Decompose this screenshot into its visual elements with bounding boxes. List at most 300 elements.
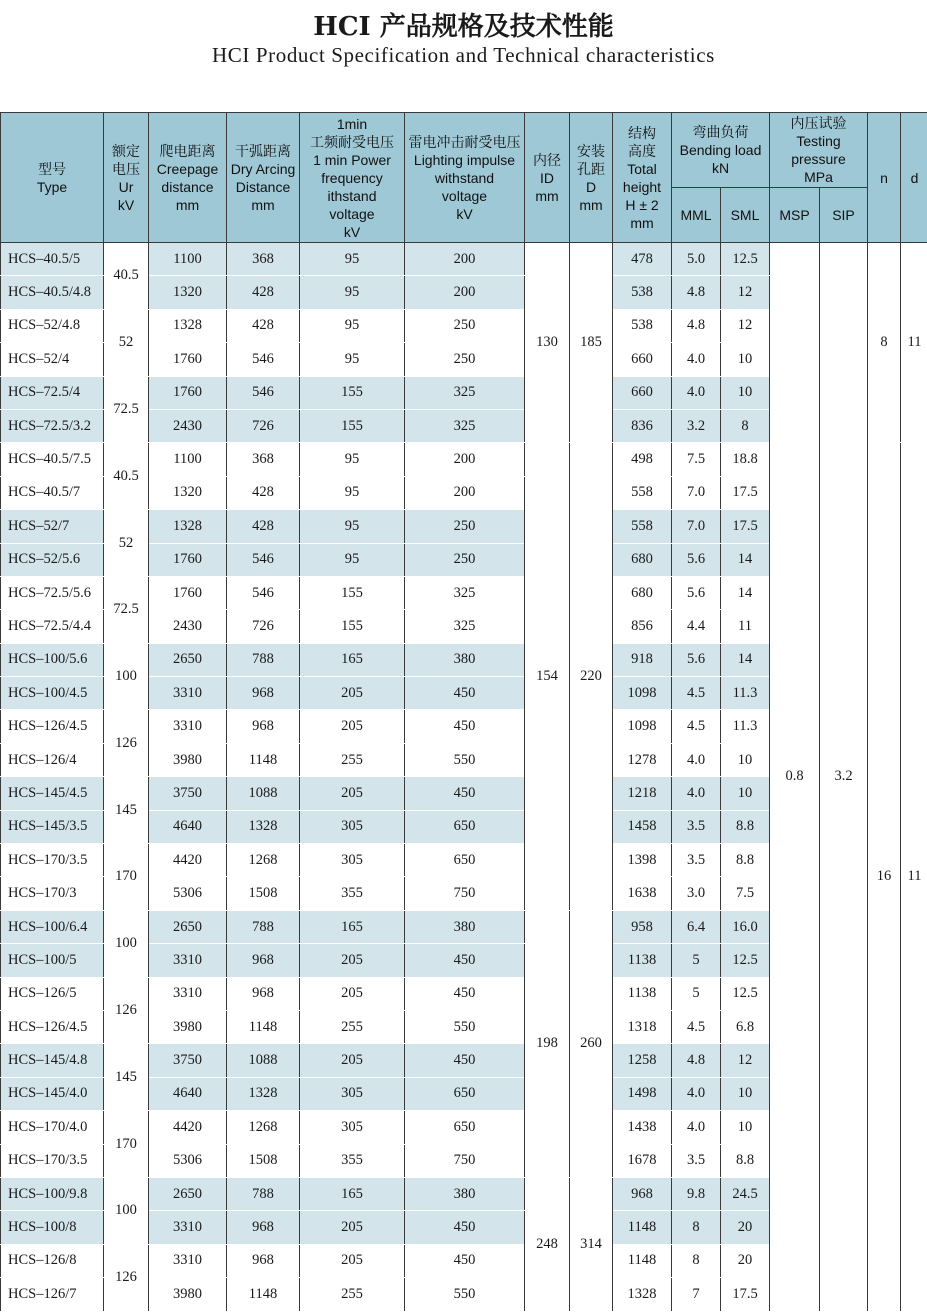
cell-creepage: 3750: [149, 1044, 227, 1077]
cell-creepage: 4420: [149, 844, 227, 877]
cell-total-height: 538: [613, 309, 672, 342]
spec-table: [0, 112, 927, 1312]
cell-rated-voltage: 126: [104, 710, 149, 777]
cell-creepage: 3310: [149, 977, 227, 1010]
cell-lightning-impulse: 325: [405, 576, 525, 609]
header-rated-voltage: 额定 电压 Ur kV: [104, 113, 149, 243]
cell-mml: 5.6: [672, 543, 721, 576]
cell-n: 8: [868, 243, 901, 443]
cell-sml: 12.5: [721, 243, 770, 276]
cell-rated-voltage: 52: [104, 510, 149, 577]
table-row: [1, 243, 927, 276]
cell-mml: 7.5: [672, 443, 721, 476]
cell-mml: 8: [672, 1211, 721, 1244]
cell-total-height: 1278: [613, 743, 672, 776]
cell-creepage: 1328: [149, 510, 227, 543]
cell-rated-voltage: 126: [104, 1244, 149, 1311]
cell-sml: 17.5: [721, 510, 770, 543]
cell-dry-arcing: 1508: [227, 877, 300, 910]
header-sml: SML: [721, 188, 770, 243]
cell-lightning-impulse: 450: [405, 1044, 525, 1077]
cell-creepage: 1320: [149, 276, 227, 309]
cell-dry-arcing: 968: [227, 944, 300, 977]
cell-creepage: 1320: [149, 476, 227, 509]
cell-sml: 12.5: [721, 944, 770, 977]
cell-creepage: 3750: [149, 777, 227, 810]
cell-rated-voltage: 145: [104, 1044, 149, 1111]
cell-d: 11: [901, 443, 927, 1311]
cell-power-frequency: 155: [300, 576, 405, 609]
cell-type: HCS–52/5.6: [1, 543, 104, 576]
cell-type: HCS–126/5: [1, 977, 104, 1010]
cell-power-frequency: 205: [300, 1044, 405, 1077]
cell-mml: 7: [672, 1278, 721, 1311]
cell-lightning-impulse: 450: [405, 1211, 525, 1244]
header-sip: SIP: [820, 188, 868, 243]
cell-type: HCS–100/5: [1, 944, 104, 977]
cell-total-height: 958: [613, 910, 672, 943]
cell-sip: 3.2: [820, 243, 868, 1312]
cell-power-frequency: 305: [300, 1111, 405, 1144]
cell-sml: 12: [721, 309, 770, 342]
cell-lightning-impulse: 200: [405, 276, 525, 309]
cell-type: HCS–52/4: [1, 343, 104, 376]
cell-sml: 24.5: [721, 1177, 770, 1210]
cell-mml: 3.5: [672, 1144, 721, 1177]
header-d: d: [901, 113, 927, 243]
cell-mml: 7.0: [672, 510, 721, 543]
cell-lightning-impulse: 550: [405, 1010, 525, 1043]
cell-lightning-impulse: 380: [405, 910, 525, 943]
cell-power-frequency: 95: [300, 276, 405, 309]
cell-lightning-impulse: 250: [405, 510, 525, 543]
cell-rated-voltage: 126: [104, 977, 149, 1044]
cell-sml: 14: [721, 543, 770, 576]
cell-total-height: 1458: [613, 810, 672, 843]
cell-inner-diameter: 198: [525, 910, 570, 1177]
header-msp: MSP: [770, 188, 820, 243]
cell-creepage: 3980: [149, 743, 227, 776]
cell-total-height: 680: [613, 543, 672, 576]
cell-power-frequency: 255: [300, 1278, 405, 1311]
cell-sml: 20: [721, 1211, 770, 1244]
cell-mount-pitch: 260: [570, 910, 613, 1177]
cell-d: 11: [901, 243, 927, 443]
cell-sml: 6.8: [721, 1010, 770, 1043]
cell-lightning-impulse: 450: [405, 977, 525, 1010]
cell-mml: 5.6: [672, 576, 721, 609]
cell-sml: 14: [721, 643, 770, 676]
cell-sml: 17.5: [721, 476, 770, 509]
cell-type: HCS–126/8: [1, 1244, 104, 1277]
cell-type: HCS–100/5.6: [1, 643, 104, 676]
cell-dry-arcing: 368: [227, 443, 300, 476]
cell-total-height: 836: [613, 409, 672, 442]
cell-type: HCS–145/4.8: [1, 1044, 104, 1077]
cell-type: HCS–72.5/4: [1, 376, 104, 409]
cell-mml: 6.4: [672, 910, 721, 943]
cell-total-height: 558: [613, 510, 672, 543]
cell-power-frequency: 205: [300, 677, 405, 710]
cell-total-height: 968: [613, 1177, 672, 1210]
cell-mml: 4.0: [672, 1111, 721, 1144]
cell-creepage: 3980: [149, 1278, 227, 1311]
cell-lightning-impulse: 750: [405, 877, 525, 910]
cell-dry-arcing: 546: [227, 543, 300, 576]
cell-type: HCS–72.5/5.6: [1, 576, 104, 609]
cell-n: 16: [868, 443, 901, 1311]
cell-total-height: 660: [613, 343, 672, 376]
cell-mml: 4.8: [672, 1044, 721, 1077]
cell-lightning-impulse: 550: [405, 1278, 525, 1311]
cell-mml: 4.0: [672, 743, 721, 776]
cell-lightning-impulse: 650: [405, 1077, 525, 1110]
cell-creepage: 2650: [149, 643, 227, 676]
cell-dry-arcing: 428: [227, 276, 300, 309]
cell-power-frequency: 205: [300, 1211, 405, 1244]
cell-lightning-impulse: 550: [405, 743, 525, 776]
cell-lightning-impulse: 650: [405, 844, 525, 877]
cell-creepage: 3310: [149, 1244, 227, 1277]
cell-dry-arcing: 428: [227, 309, 300, 342]
cell-power-frequency: 155: [300, 610, 405, 643]
cell-power-frequency: 355: [300, 877, 405, 910]
cell-creepage: 3310: [149, 677, 227, 710]
cell-total-height: 478: [613, 243, 672, 276]
cell-creepage: 4640: [149, 1077, 227, 1110]
cell-sml: 11: [721, 610, 770, 643]
cell-type: HCS–126/4: [1, 743, 104, 776]
cell-total-height: 1148: [613, 1211, 672, 1244]
cell-dry-arcing: 546: [227, 576, 300, 609]
cell-lightning-impulse: 450: [405, 777, 525, 810]
cell-lightning-impulse: 450: [405, 710, 525, 743]
cell-sml: 10: [721, 777, 770, 810]
cell-power-frequency: 95: [300, 309, 405, 342]
cell-total-height: 1498: [613, 1077, 672, 1110]
header-inner-diameter: 内径 ID mm: [525, 113, 570, 243]
cell-dry-arcing: 968: [227, 977, 300, 1010]
cell-type: HCS–100/8: [1, 1211, 104, 1244]
cell-total-height: 498: [613, 443, 672, 476]
cell-type: HCS–100/9.8: [1, 1177, 104, 1210]
cell-total-height: 1148: [613, 1244, 672, 1277]
cell-lightning-impulse: 250: [405, 543, 525, 576]
cell-creepage: 4420: [149, 1111, 227, 1144]
cell-sml: 8.8: [721, 844, 770, 877]
cell-lightning-impulse: 380: [405, 1177, 525, 1210]
cell-power-frequency: 155: [300, 409, 405, 442]
cell-sml: 12: [721, 276, 770, 309]
page-subtitle: HCI Product Specification and Technical characteristics: [0, 43, 927, 68]
cell-dry-arcing: 1088: [227, 1044, 300, 1077]
cell-creepage: 3980: [149, 1010, 227, 1043]
cell-mml: 5.6: [672, 643, 721, 676]
cell-power-frequency: 95: [300, 443, 405, 476]
cell-type: HCS–170/3.5: [1, 844, 104, 877]
cell-lightning-impulse: 750: [405, 1144, 525, 1177]
cell-dry-arcing: 1268: [227, 1111, 300, 1144]
cell-dry-arcing: 428: [227, 510, 300, 543]
cell-lightning-impulse: 200: [405, 443, 525, 476]
cell-creepage: 1760: [149, 576, 227, 609]
cell-type: HCS–145/4.5: [1, 777, 104, 810]
cell-power-frequency: 165: [300, 1177, 405, 1210]
cell-mml: 5: [672, 977, 721, 1010]
cell-rated-voltage: 72.5: [104, 376, 149, 443]
cell-creepage: 1760: [149, 343, 227, 376]
cell-type: HCS–100/4.5: [1, 677, 104, 710]
cell-lightning-impulse: 650: [405, 810, 525, 843]
cell-type: HCS–126/7: [1, 1278, 104, 1311]
cell-creepage: 3310: [149, 710, 227, 743]
cell-total-height: 1638: [613, 877, 672, 910]
cell-sml: 17.5: [721, 1278, 770, 1311]
cell-creepage: 4640: [149, 810, 227, 843]
cell-dry-arcing: 968: [227, 710, 300, 743]
cell-dry-arcing: 546: [227, 376, 300, 409]
cell-type: HCS–40.5/7: [1, 476, 104, 509]
cell-rated-voltage: 72.5: [104, 576, 149, 643]
cell-creepage: 1760: [149, 543, 227, 576]
cell-type: HCS–72.5/3.2: [1, 409, 104, 442]
cell-inner-diameter: 154: [525, 443, 570, 910]
cell-total-height: 1398: [613, 844, 672, 877]
cell-total-height: 1138: [613, 977, 672, 1010]
cell-lightning-impulse: 325: [405, 409, 525, 442]
cell-dry-arcing: 968: [227, 1244, 300, 1277]
cell-mml: 4.0: [672, 376, 721, 409]
cell-mml: 3.2: [672, 409, 721, 442]
cell-power-frequency: 255: [300, 743, 405, 776]
cell-mml: 5: [672, 944, 721, 977]
header-n: n: [868, 113, 901, 243]
cell-type: HCS–52/4.8: [1, 309, 104, 342]
cell-total-height: 1438: [613, 1111, 672, 1144]
cell-power-frequency: 205: [300, 944, 405, 977]
cell-sml: 8.8: [721, 810, 770, 843]
cell-type: HCS–126/4.5: [1, 710, 104, 743]
cell-type: HCS–52/7: [1, 510, 104, 543]
cell-dry-arcing: 968: [227, 1211, 300, 1244]
cell-dry-arcing: 726: [227, 610, 300, 643]
cell-dry-arcing: 1328: [227, 1077, 300, 1110]
cell-mml: 4.5: [672, 710, 721, 743]
cell-rated-voltage: 40.5: [104, 243, 149, 310]
cell-rated-voltage: 40.5: [104, 443, 149, 510]
header-type: 型号 Type: [1, 113, 104, 243]
cell-rated-voltage: 100: [104, 910, 149, 977]
cell-mml: 9.8: [672, 1177, 721, 1210]
cell-mml: 4.0: [672, 777, 721, 810]
cell-total-height: 1328: [613, 1278, 672, 1311]
header-power-frequency: 1min 工频耐受电压 1 min Power frequency ithstand voltage kV: [300, 113, 405, 243]
cell-mount-pitch: 220: [570, 443, 613, 910]
cell-power-frequency: 95: [300, 243, 405, 276]
header-mount-pitch: 安装 孔距 D mm: [570, 113, 613, 243]
cell-creepage: 3310: [149, 1211, 227, 1244]
cell-mml: 4.4: [672, 610, 721, 643]
cell-total-height: 856: [613, 610, 672, 643]
cell-dry-arcing: 1508: [227, 1144, 300, 1177]
cell-sml: 8: [721, 409, 770, 442]
cell-type: HCS–72.5/4.4: [1, 610, 104, 643]
cell-lightning-impulse: 450: [405, 944, 525, 977]
cell-mml: 4.5: [672, 1010, 721, 1043]
cell-dry-arcing: 1148: [227, 743, 300, 776]
cell-type: HCS–126/4.5: [1, 1010, 104, 1043]
cell-creepage: 1760: [149, 376, 227, 409]
cell-dry-arcing: 788: [227, 643, 300, 676]
cell-power-frequency: 205: [300, 710, 405, 743]
cell-type: HCS–170/3: [1, 877, 104, 910]
cell-inner-diameter: 130: [525, 243, 570, 443]
header-total-height: 结构 高度 Total height H ± 2 mm: [613, 113, 672, 243]
cell-dry-arcing: 1328: [227, 810, 300, 843]
cell-msp: 0.8: [770, 243, 820, 1312]
cell-total-height: 1258: [613, 1044, 672, 1077]
cell-type: HCS–100/6.4: [1, 910, 104, 943]
cell-sml: 10: [721, 343, 770, 376]
cell-mml: 5.0: [672, 243, 721, 276]
cell-power-frequency: 355: [300, 1144, 405, 1177]
cell-power-frequency: 95: [300, 510, 405, 543]
cell-power-frequency: 255: [300, 1010, 405, 1043]
cell-lightning-impulse: 200: [405, 243, 525, 276]
cell-mml: 7.0: [672, 476, 721, 509]
cell-inner-diameter: 248: [525, 1177, 570, 1311]
cell-type: HCS–40.5/4.8: [1, 276, 104, 309]
cell-rated-voltage: 52: [104, 309, 149, 376]
cell-total-height: 1318: [613, 1010, 672, 1043]
cell-power-frequency: 205: [300, 977, 405, 1010]
cell-creepage: 2650: [149, 1177, 227, 1210]
cell-total-height: 1098: [613, 710, 672, 743]
cell-sml: 10: [721, 376, 770, 409]
header-bending-load: 弯曲负荷 Bending load kN: [672, 113, 770, 188]
cell-lightning-impulse: 250: [405, 343, 525, 376]
cell-mml: 4.0: [672, 343, 721, 376]
cell-mml: 8: [672, 1244, 721, 1277]
cell-power-frequency: 95: [300, 543, 405, 576]
cell-rated-voltage: 145: [104, 777, 149, 844]
cell-mml: 4.0: [672, 1077, 721, 1110]
cell-dry-arcing: 1148: [227, 1278, 300, 1311]
cell-power-frequency: 305: [300, 844, 405, 877]
cell-rated-voltage: 100: [104, 643, 149, 710]
cell-dry-arcing: 788: [227, 910, 300, 943]
cell-lightning-impulse: 250: [405, 309, 525, 342]
cell-type: HCS–170/3.5: [1, 1144, 104, 1177]
cell-lightning-impulse: 200: [405, 476, 525, 509]
cell-lightning-impulse: 450: [405, 1244, 525, 1277]
cell-sml: 10: [721, 1077, 770, 1110]
cell-power-frequency: 305: [300, 810, 405, 843]
cell-dry-arcing: 546: [227, 343, 300, 376]
cell-power-frequency: 155: [300, 376, 405, 409]
cell-rated-voltage: 170: [104, 1111, 149, 1178]
cell-sml: 11.3: [721, 677, 770, 710]
cell-type: HCS–170/4.0: [1, 1111, 104, 1144]
header-creepage: 爬电距离 Creepage distance mm: [149, 113, 227, 243]
cell-creepage: 5306: [149, 877, 227, 910]
cell-type: HCS–40.5/5: [1, 243, 104, 276]
cell-dry-arcing: 1268: [227, 844, 300, 877]
cell-sml: 12.5: [721, 977, 770, 1010]
cell-sml: 12: [721, 1044, 770, 1077]
cell-dry-arcing: 968: [227, 677, 300, 710]
cell-mount-pitch: 314: [570, 1177, 613, 1311]
cell-lightning-impulse: 325: [405, 610, 525, 643]
cell-creepage: 2430: [149, 610, 227, 643]
cell-dry-arcing: 1148: [227, 1010, 300, 1043]
cell-type: HCS–145/4.0: [1, 1077, 104, 1110]
cell-dry-arcing: 1088: [227, 777, 300, 810]
cell-mml: 3.5: [672, 810, 721, 843]
cell-dry-arcing: 368: [227, 243, 300, 276]
cell-sml: 10: [721, 743, 770, 776]
cell-total-height: 1138: [613, 944, 672, 977]
cell-total-height: 558: [613, 476, 672, 509]
cell-sml: 20: [721, 1244, 770, 1277]
cell-power-frequency: 205: [300, 777, 405, 810]
cell-sml: 10: [721, 1111, 770, 1144]
page-title: HCI 产品规格及技术性能: [0, 6, 927, 43]
cell-power-frequency: 205: [300, 1244, 405, 1277]
cell-mml: 3.5: [672, 844, 721, 877]
cell-creepage: 1100: [149, 443, 227, 476]
cell-type: HCS–40.5/7.5: [1, 443, 104, 476]
header-lightning-impulse: 雷电冲击耐受电压 Lighting impulse withstand voltage kV: [405, 113, 525, 243]
cell-sml: 11.3: [721, 710, 770, 743]
cell-rated-voltage: 100: [104, 1177, 149, 1244]
cell-lightning-impulse: 380: [405, 643, 525, 676]
cell-dry-arcing: 726: [227, 409, 300, 442]
cell-lightning-impulse: 450: [405, 677, 525, 710]
cell-total-height: 918: [613, 643, 672, 676]
header-testing-pressure: 内压试验 Testing pressure MPa: [770, 113, 868, 188]
cell-mml: 3.0: [672, 877, 721, 910]
cell-sml: 8.8: [721, 1144, 770, 1177]
spec-table-body: [1, 243, 927, 1312]
cell-total-height: 680: [613, 576, 672, 609]
cell-mount-pitch: 185: [570, 243, 613, 443]
cell-power-frequency: 95: [300, 343, 405, 376]
cell-creepage: 3310: [149, 944, 227, 977]
cell-total-height: 1218: [613, 777, 672, 810]
cell-mml: 4.8: [672, 276, 721, 309]
cell-rated-voltage: 170: [104, 844, 149, 911]
cell-sml: 14: [721, 576, 770, 609]
cell-total-height: 1098: [613, 677, 672, 710]
cell-creepage: 2650: [149, 910, 227, 943]
header-dry-arcing: 干弧距离 Dry Arcing Distance mm: [227, 113, 300, 243]
cell-mml: 4.5: [672, 677, 721, 710]
cell-creepage: 5306: [149, 1144, 227, 1177]
cell-type: HCS–145/3.5: [1, 810, 104, 843]
cell-mml: 4.8: [672, 309, 721, 342]
cell-total-height: 538: [613, 276, 672, 309]
cell-lightning-impulse: 650: [405, 1111, 525, 1144]
cell-sml: 16.0: [721, 910, 770, 943]
cell-creepage: 1328: [149, 309, 227, 342]
cell-sml: 7.5: [721, 877, 770, 910]
cell-power-frequency: 165: [300, 910, 405, 943]
cell-dry-arcing: 428: [227, 476, 300, 509]
cell-creepage: 1100: [149, 243, 227, 276]
cell-total-height: 660: [613, 376, 672, 409]
cell-total-height: 1678: [613, 1144, 672, 1177]
